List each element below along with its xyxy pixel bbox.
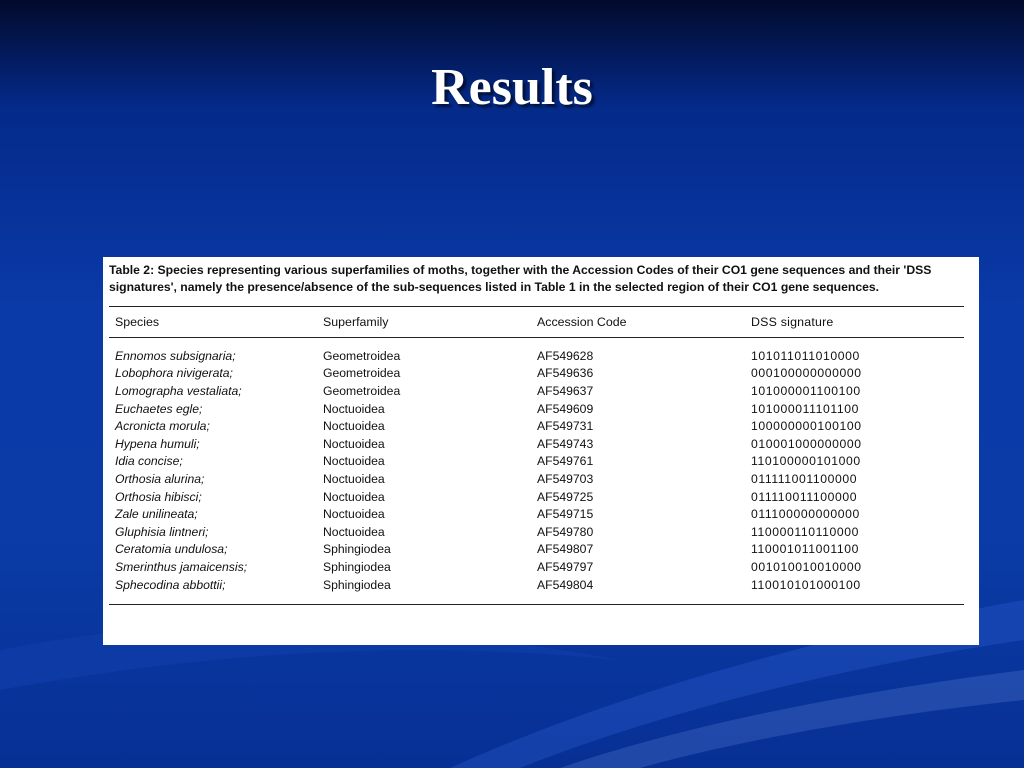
table-row (109, 382, 973, 400)
cell-superfamily: Sphingiodea (323, 577, 391, 592)
cell-species: Zale unilineata; (115, 507, 198, 522)
cell-species: Ceratomia undulosa; (115, 542, 228, 557)
cell-superfamily: Noctuoidea (323, 524, 385, 539)
cell-accession-code: AF549628 (537, 348, 594, 363)
cell-superfamily: Sphingiodea (323, 542, 391, 557)
cell-superfamily: Noctuoidea (323, 401, 385, 416)
table-row (109, 576, 973, 594)
cell-species: Orthosia hibisci; (115, 489, 202, 504)
cell-accession-code: AF549780 (537, 524, 594, 539)
cell-species: Lobophora nivigerata; (115, 366, 233, 381)
cell-species: Smerinthus jamaicensis; (115, 559, 248, 574)
table-caption: Table 2: Species representing various superfamilies of moths, together with the Accession Codes of their CO1 gene sequences and their 'DSS signatures', namely the presence/absence of the sub-sequences listed in Table 1 in the selected region of their CO1 gene sequences. (109, 263, 932, 294)
cell-superfamily: Noctuoidea (323, 436, 385, 451)
table-row (109, 417, 973, 435)
cell-dss-signature: 011110011100000 (751, 489, 858, 504)
slide-title: Results (431, 59, 593, 116)
cell-dss-signature: 101000001100100 (751, 383, 861, 398)
header-superfamily: Superfamily (323, 315, 389, 329)
cell-accession-code: AF549609 (537, 401, 594, 416)
cell-superfamily: Geometroidea (323, 348, 401, 363)
table-row (109, 523, 973, 541)
cell-dss-signature: 110010101000100 (751, 577, 861, 592)
cell-superfamily: Noctuoidea (323, 471, 385, 486)
cell-superfamily: Noctuoidea (323, 419, 385, 434)
cell-species: Orthosia alurina; (115, 471, 205, 486)
table-row (109, 488, 973, 506)
cell-accession-code: AF549703 (537, 471, 594, 486)
cell-dss-signature: 000100000000000 (751, 366, 862, 381)
cell-dss-signature: 101000011101100 (751, 401, 859, 416)
cell-dss-signature: 100000000100100 (751, 419, 862, 434)
cell-superfamily: Noctuoidea (323, 454, 385, 469)
table-header-row (109, 307, 973, 337)
table-row (109, 541, 973, 559)
cell-dss-signature: 110000110110000 (751, 524, 859, 539)
cell-dss-signature: 110100000101000 (751, 454, 861, 469)
cell-accession-code: AF549715 (537, 507, 594, 522)
cell-dss-signature: 011111001100000 (751, 471, 858, 486)
cell-species: Idia concise; (115, 454, 183, 469)
cell-superfamily: Sphingiodea (323, 559, 391, 574)
cell-dss-signature: 101011011010000 (751, 348, 860, 363)
table-row (109, 505, 973, 523)
cell-superfamily: Geometroidea (323, 366, 401, 381)
cell-dss-signature: 011100000000000 (751, 507, 860, 522)
table-row (109, 400, 973, 418)
cell-dss-signature: 110001011001100 (751, 542, 859, 557)
cell-species: Lomographa vestaliata; (115, 383, 242, 398)
table-body (109, 338, 973, 601)
cell-superfamily: Noctuoidea (323, 507, 385, 522)
table-row (109, 470, 973, 488)
cell-accession-code: AF549731 (537, 419, 594, 434)
cell-accession-code: AF549797 (537, 559, 594, 574)
cell-dss-signature: 010001000000000 (751, 436, 862, 451)
cell-accession-code: AF549725 (537, 489, 594, 504)
cell-species: Hypena humuli; (115, 436, 200, 451)
cell-superfamily: Geometroidea (323, 383, 401, 398)
cell-accession-code: AF549743 (537, 436, 594, 451)
cell-accession-code: AF549761 (537, 454, 594, 469)
table-figure (103, 257, 979, 645)
cell-superfamily: Noctuoidea (323, 489, 385, 504)
header-species: Species (115, 315, 160, 329)
header-accession-code: Accession Code (537, 315, 627, 329)
table-bottom-rule (109, 604, 964, 605)
cell-accession-code: AF549807 (537, 542, 594, 557)
table-row (109, 453, 973, 471)
cell-species: Ennomos subsignaria; (115, 348, 236, 363)
cell-species: Euchaetes egle; (115, 401, 203, 416)
cell-species: Acronicta morula; (115, 419, 210, 434)
cell-species: Sphecodina abbottii; (115, 577, 226, 592)
table-row (109, 558, 973, 576)
cell-accession-code: AF549637 (537, 383, 594, 398)
header-dss-signature: DSS signature (751, 315, 834, 329)
cell-accession-code: AF549636 (537, 366, 594, 381)
table-row (109, 365, 973, 383)
cell-species: Gluphisia lintneri; (115, 524, 209, 539)
table-row (109, 347, 973, 365)
table-row (109, 435, 973, 453)
cell-dss-signature: 001010010010000 (751, 559, 862, 574)
cell-accession-code: AF549804 (537, 577, 594, 592)
